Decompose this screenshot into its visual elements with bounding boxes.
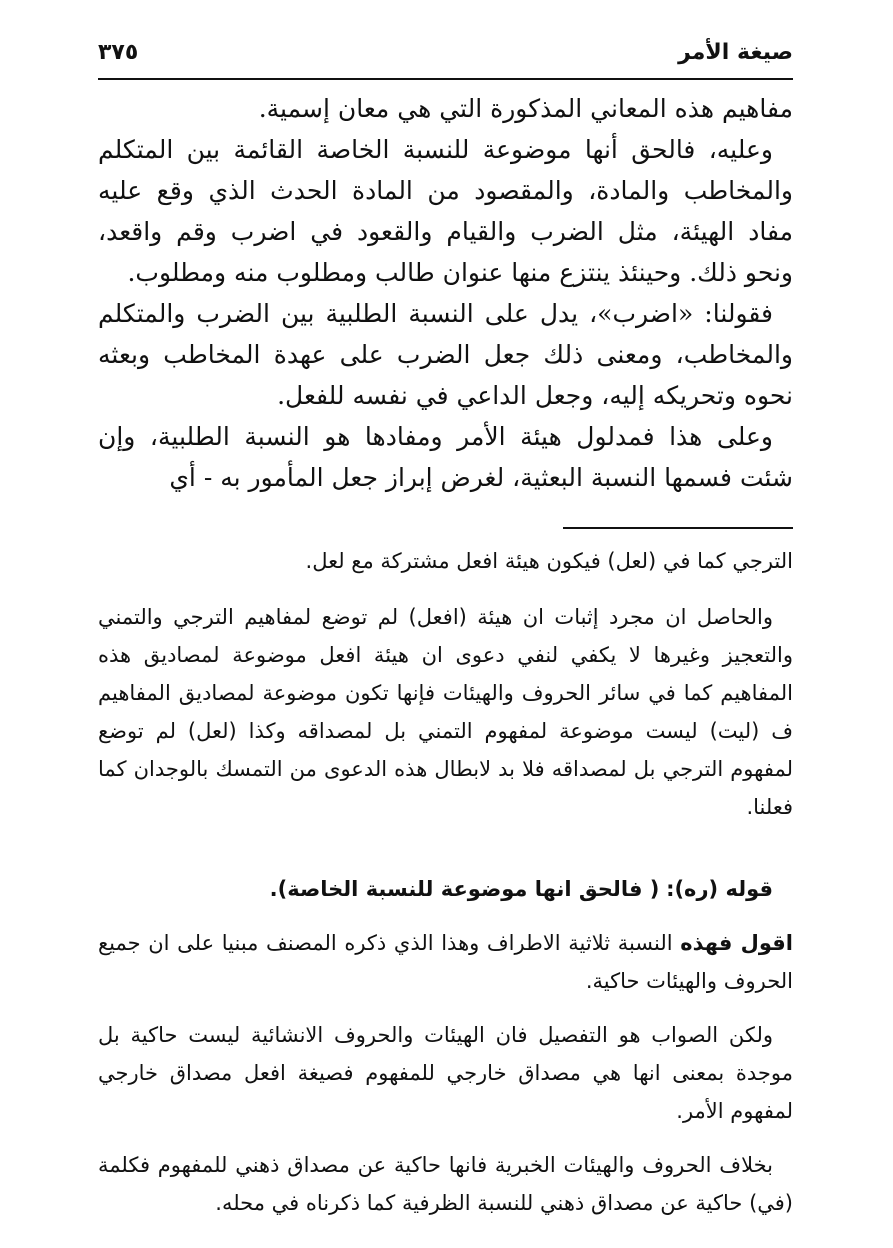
- main-text: [98, 88, 793, 498]
- footnote-contrast: بخلاف الحروف والهيئات الخبرية فانها حاكية عن مصداق ذهني للمفهوم فكلمة (في) حاكية عن مصداق ذهني للنسبة الظرفية كما ذكرناه في محله.: [98, 1153, 793, 1215]
- aqul-label: اقول فهذه: [680, 931, 793, 955]
- footnote-continuation: الترجي كما في (لعل) فيكون هيئة افعل مشتركة مع لعل.: [305, 549, 793, 573]
- main-paragraph: فقولنا: «اضرب»، يدل على النسبة الطلبية بين الضرب والمتكلم والمخاطب، ومعنى ذلك جعل الضرب على عهدة المخاطب وبعثه نحوه وتحريكه إليه، وجعل الداعي في نفسه للفعل.: [98, 299, 793, 410]
- footnote-correct-view: ولكن الصواب هو التفصيل فان الهيئات والحروف الانشائية ليست حاكية بل موجدة بمعنى انها هي مصداق خارجي للمفهوم فصيغة افعل مصداق خارجي لمفهوم الأمر.: [98, 1023, 793, 1123]
- chapter-title: صيغة الأمر: [678, 39, 793, 65]
- main-paragraph: وعليه، فالحق أنها موضوعة للنسبة الخاصة القائمة بين المتكلم والمخاطب والمادة، والمقصود من المادة الحدث الذي وقع عليه مفاد الهيئة، مثل الضرب والقيام والقعود في اضرب وقم واقعد، ونحو ذلك. وحينئذ ينتزع منها عنوان طالب ومطلوب منه ومطلوب.: [98, 135, 793, 287]
- footnote-summary: والحاصل ان مجرد إثبات ان هيئة (افعل) لم توضع لمفاهيم الترجي والتمني والتعجيز وغيرها لا يكفي لنفي دعوى ان هيئة افعل موضوعة لمصاديق هذه المفاهيم كما في سائر الحروف والهيئات فإنها تكون موضوعة لمصاديق المفاهيم ف (ليت) ليست موضوعة لمفهوم التمني بل لمصداقه وكذا (لعل) لم توضع لمفهوم الترجي بل لمصداقه فلا بد لابطال هذه الدعوى من التمسك بالوجدان كما فعلنا.: [98, 605, 793, 819]
- quote-text: ( فالحق انها موضوعة للنسبة الخاصة).: [269, 877, 660, 901]
- footnotes: [98, 542, 793, 1222]
- footnote-separator: [563, 527, 793, 529]
- main-paragraph: وعلى هذا فمدلول هيئة الأمر ومفادها هو النسبة الطلبية، وإن شئت فسمها النسبة البعثية، لغرض إبراز جعل المأمور به - أي: [98, 422, 793, 492]
- running-head: [98, 32, 793, 72]
- quote-label: قوله (ره):: [666, 877, 773, 901]
- footnote-quote: [98, 870, 793, 908]
- header-rule: [98, 78, 793, 80]
- main-paragraph: مفاهيم هذه المعاني المذكورة التي هي معان إسمية.: [258, 94, 793, 123]
- page-number: ٣٧٥: [98, 39, 139, 65]
- footnote-aqul: [98, 924, 793, 1000]
- aqul-text: النسبة ثلاثية الاطراف وهذا الذي ذكره المصنف مبنيا على ان جميع الحروف والهيئات حاكية.: [98, 931, 793, 993]
